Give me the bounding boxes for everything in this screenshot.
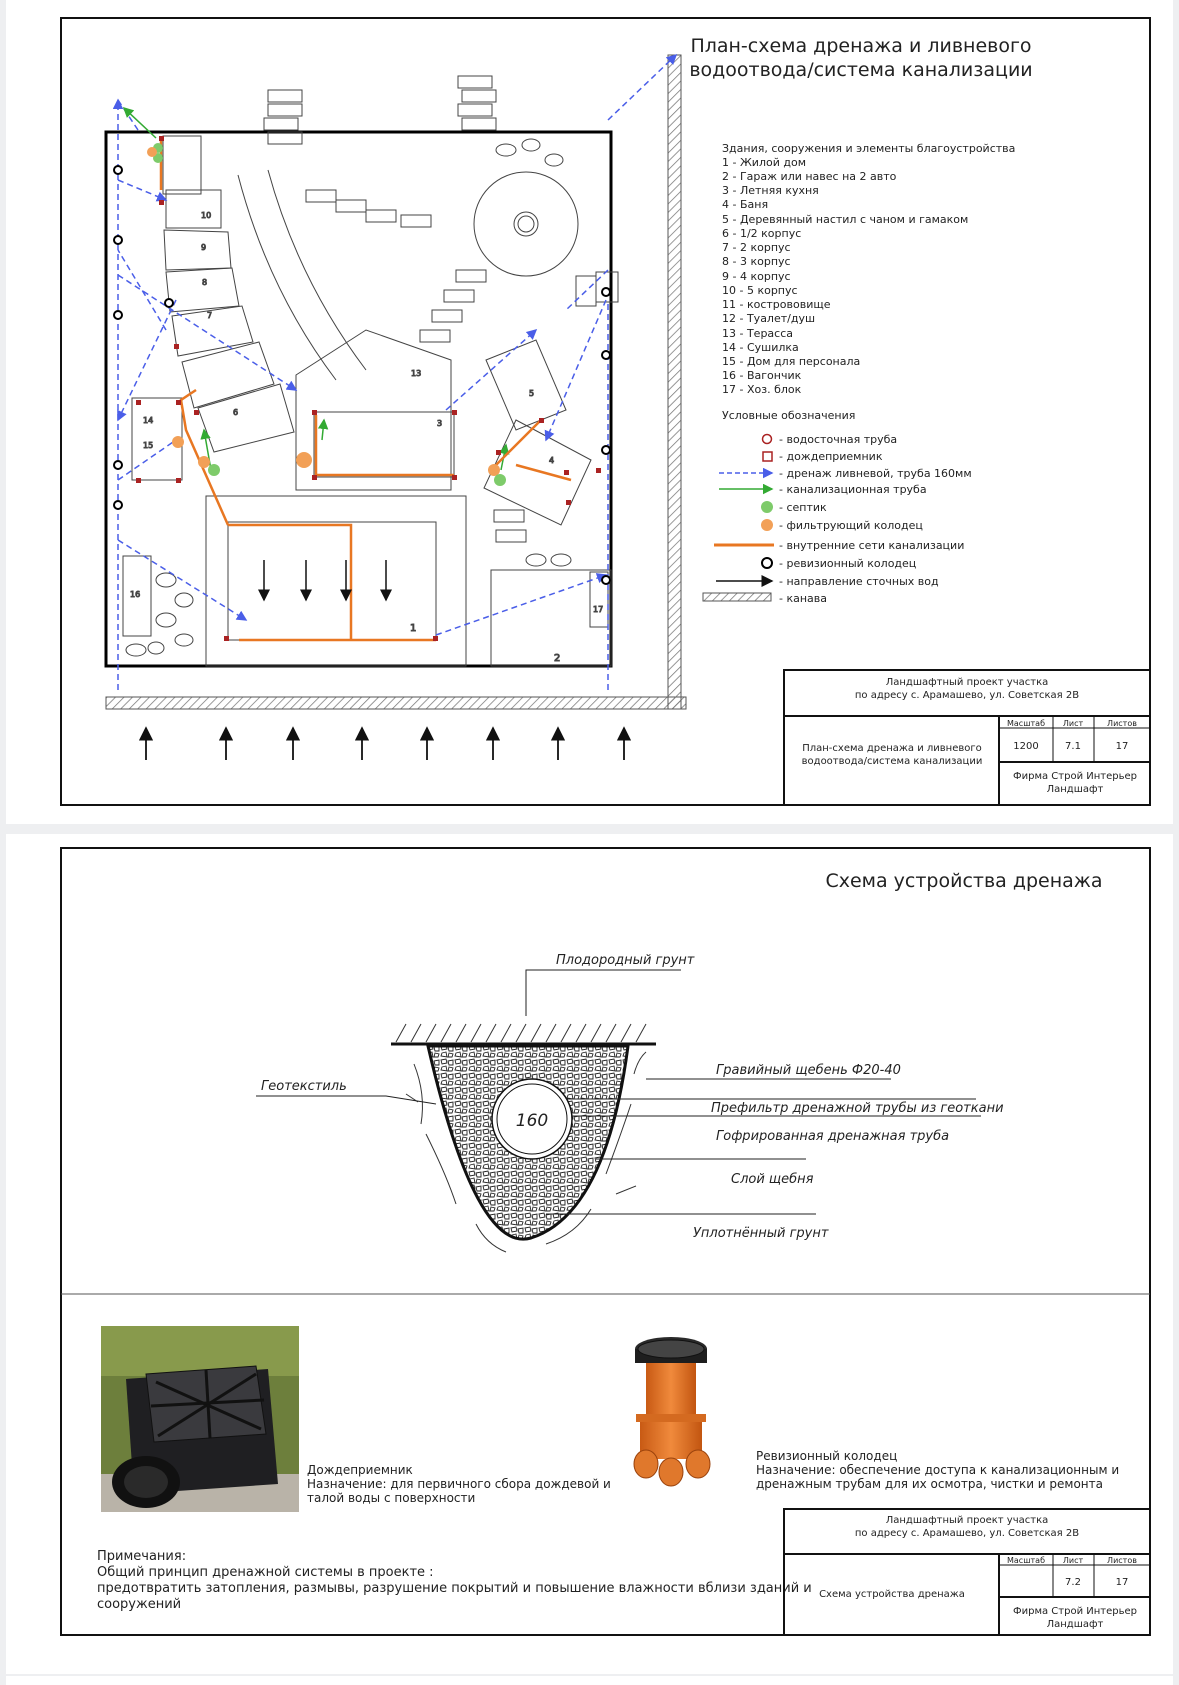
drawing-text: Масштаб xyxy=(1006,719,1046,728)
stamp-firm-line2: Ландшафт xyxy=(1046,784,1104,795)
label-corrugated-pipe: Гофрированная дренажная труба xyxy=(716,1129,950,1144)
stamp-sheet-number: 7.1 xyxy=(1065,741,1081,752)
trench-cross-section xyxy=(391,1024,656,1252)
drawing-text: сооружений xyxy=(97,1597,182,1612)
inspection-well-photo xyxy=(634,1337,710,1486)
drawing-text: - водосточная труба xyxy=(779,433,898,446)
drawing-text: - дренаж ливневой, труба 160мм xyxy=(779,467,972,480)
drawing-text: предотвратить затопления, размывы, разрушение покрытий и повышение влажности вблизи зданий и xyxy=(97,1581,812,1596)
drawing-text: 14 - Сушилка xyxy=(722,341,799,354)
drawing-text: Лист xyxy=(1062,719,1084,728)
label-gravel: Гравийный щебень Ф20-40 xyxy=(716,1063,901,1078)
drawing-text: - ревизионный колодец xyxy=(779,557,917,570)
drawing-text: - канализационная труба xyxy=(779,483,927,496)
stamp2-project-line2: по адресу с. Арамашево, ул. Советская 2В xyxy=(854,1528,1080,1539)
drawing-text: 16 - Вагончик xyxy=(722,369,802,382)
storm-drain-network xyxy=(118,55,676,690)
drawing-text: 13 - Терасса xyxy=(722,327,794,340)
drawing-text: 9 xyxy=(201,243,207,252)
rain-inlet-title: Дождеприемник xyxy=(307,1463,413,1477)
drawing-text: 3 xyxy=(437,419,443,428)
drawing-text: Масштаб xyxy=(1006,1556,1046,1565)
drawing-text: 5 - Деревянный настил с чаном и гамаком xyxy=(722,213,969,226)
stamp2-sheet-number: 7.2 xyxy=(1065,1577,1081,1588)
drawing-text: 14 xyxy=(143,416,154,425)
rain-inlet-photo xyxy=(101,1326,299,1512)
section-title: Схема устройства дренажа xyxy=(825,870,1103,892)
next-sheet-edge xyxy=(6,1676,1173,1685)
incoming-water-arrows xyxy=(146,728,624,760)
drawing-text: Условные обозначения xyxy=(722,409,856,422)
drawing-text: 10 - 5 корпус xyxy=(722,284,798,297)
inspection-well-icon xyxy=(762,558,772,568)
house-flow-arrows xyxy=(264,560,386,600)
pipe-diameter: 160 xyxy=(515,1111,549,1131)
plan-title-line2: водоотвода/система канализации xyxy=(689,59,1033,81)
label-gravel-layer: Слой щебня xyxy=(731,1172,814,1187)
drawing-text: 17 - Хоз. блок xyxy=(722,383,802,396)
stamp2-firm-line1: Фирма Строй Интерьер xyxy=(1013,1606,1137,1617)
label-geotextile: Геотекстиль xyxy=(261,1079,347,1094)
drawing-text: 16 xyxy=(130,590,141,599)
stamp-firm-line1: Фирма Строй Интерьер xyxy=(1013,771,1137,782)
drawing-text: Листов xyxy=(1107,1556,1137,1565)
stamp-project-line2: по адресу с. Арамашево, ул. Советская 2В xyxy=(854,690,1080,701)
drawing-text: - дождеприемник xyxy=(779,450,883,463)
inspection-wells xyxy=(114,166,610,584)
drawing-text: 12 - Туалет/душ xyxy=(722,312,816,325)
inspection-well-title: Ревизионный колодец xyxy=(756,1449,898,1463)
label-prefilter: Префильтр дренажной трубы из геоткани xyxy=(711,1101,1004,1116)
stamp-scale: 1200 xyxy=(1013,741,1039,752)
filter-well-icon xyxy=(761,519,773,531)
stamp2-firm-line2: Ландшафт xyxy=(1046,1619,1104,1630)
drawing-text: Здания, сооружения и элементы благоустройства xyxy=(722,142,1016,155)
stamp-sheets-total: 17 xyxy=(1115,741,1129,752)
stamp-drawing-line1: План-схема дренажа и ливневого xyxy=(802,743,982,754)
symbols-legend xyxy=(703,409,972,605)
drawing-text: 1 xyxy=(410,623,417,634)
drawing-text: 15 xyxy=(143,441,154,450)
drawing-text: Примечания: xyxy=(97,1549,187,1564)
stamp-drawing-line2: водоотвода/система канализации xyxy=(801,756,983,767)
drawing-text: 15 - Дом для персонала xyxy=(722,355,861,368)
stamp-project-line1: Ландшафтный проект участка xyxy=(885,677,1049,688)
drawing-text: 8 - 3 корпус xyxy=(722,255,791,268)
drawing-text: - направление сточных вод xyxy=(779,575,939,588)
drawing-text: - внутренние сети канализации xyxy=(779,539,965,552)
drawing-text: 6 xyxy=(233,408,239,417)
drawing-text: 7 xyxy=(207,311,213,320)
drawing-text: 9 - 4 корпус xyxy=(722,270,791,283)
rain-inlet-purpose-line2: талой воды с поверхности xyxy=(307,1491,476,1505)
stamp2-drawing-line1: Схема устройства дренажа xyxy=(819,1589,965,1600)
inspection-well-purpose-line2: дренажным трубам для их осмотра, чистки и ремонта xyxy=(756,1477,1103,1491)
ditch-icon xyxy=(703,593,771,601)
drainage-section-drawing xyxy=(6,834,1173,1674)
rain-inlet-purpose-line1: Назначение: для первичного сбора дождевой и xyxy=(307,1477,611,1491)
septic-icon xyxy=(761,501,773,513)
site-plan-buildings xyxy=(123,76,618,666)
drawing-text: - канава xyxy=(779,592,828,605)
ditch-right xyxy=(668,55,681,709)
drawing-text: 3 - Летняя кухня xyxy=(722,184,819,197)
inspection-well-purpose-line1: Назначение: обеспечение доступа к канализационным и xyxy=(756,1463,1120,1477)
downpipe-icon xyxy=(763,435,772,444)
drawing-text: 8 xyxy=(202,278,208,287)
plan-title-line1: План-схема дренажа и ливневого xyxy=(690,35,1032,57)
drawing-text: Листов xyxy=(1107,719,1137,728)
drawing-text: 10 xyxy=(201,211,212,220)
drawing-text: 11 - кострововище xyxy=(722,298,831,311)
ditch-bottom xyxy=(106,697,686,709)
drawing-text: 4 xyxy=(549,456,555,465)
drawing-text: 2 xyxy=(554,653,561,664)
label-compacted-soil: Уплотнённый грунт xyxy=(693,1226,829,1241)
drawing-sheet-7-2 xyxy=(6,834,1173,1674)
drawing-text: 5 xyxy=(529,389,535,398)
drawing-text: 1 - Жилой дом xyxy=(722,156,806,169)
rain-inlet-icon xyxy=(763,452,772,461)
drawing-text: 7 - 2 корпус xyxy=(722,241,791,254)
buildings-legend xyxy=(722,142,1015,396)
stamp2-sheets-total: 17 xyxy=(1115,1577,1129,1588)
drawing-text: - фильтрующий колодец xyxy=(779,519,923,532)
drawing-text: 4 - Баня xyxy=(722,198,769,211)
stamp2-project-line1: Ландшафтный проект участка xyxy=(885,1515,1049,1526)
drawing-text: 2 - Гараж или навес на 2 авто xyxy=(722,170,897,183)
drainage-plan-drawing xyxy=(6,0,1173,824)
drawing-sheet-7-1 xyxy=(6,0,1173,824)
drawing-text: - септик xyxy=(779,501,827,514)
label-topsoil: Плодородный грунт xyxy=(556,953,695,968)
notes-block xyxy=(97,1549,812,1612)
drawing-text: 13 xyxy=(411,369,422,378)
drawing-text: Лист xyxy=(1062,1556,1084,1565)
drawing-text: 6 - 1/2 корпус xyxy=(722,227,802,240)
drawing-text: 17 xyxy=(593,605,604,614)
drawing-text: Общий принцип дренажной системы в проекте : xyxy=(97,1565,434,1580)
